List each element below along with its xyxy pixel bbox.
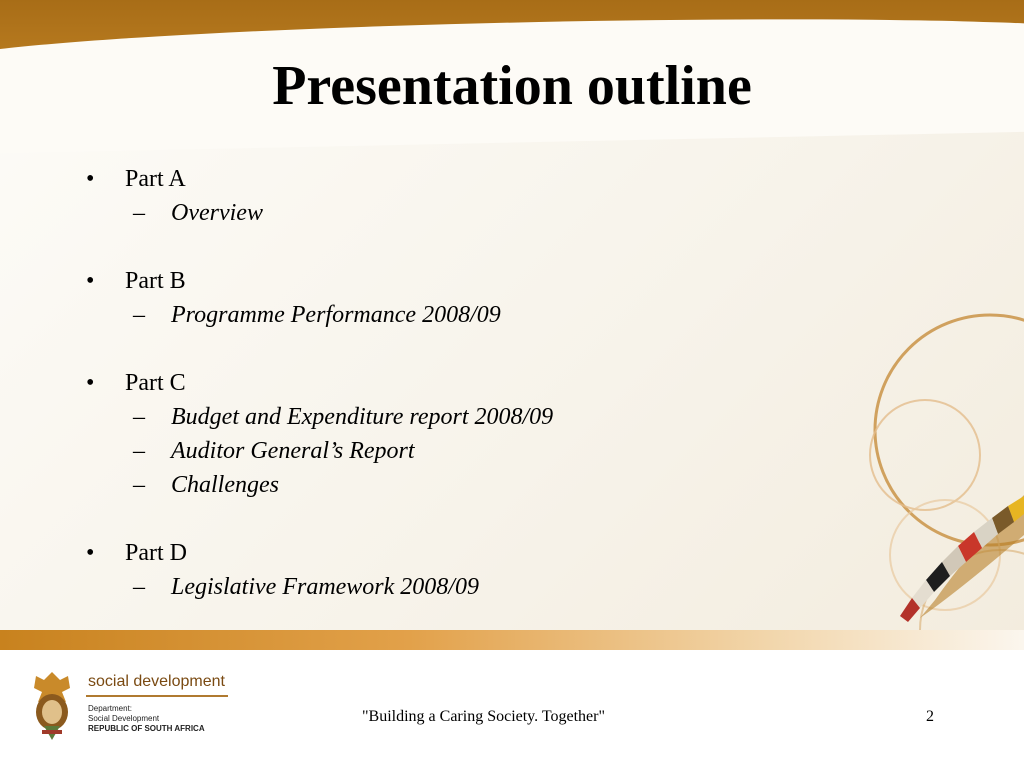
outline-subitem	[86, 298, 786, 332]
footer-slogan: "Building a Caring Society. Together"	[362, 708, 606, 725]
dash-icon: –	[133, 438, 145, 464]
subitem-text: Legislative Framework 2008/09	[171, 574, 479, 600]
bullet-icon: •	[86, 540, 95, 566]
dash-icon: –	[133, 200, 145, 226]
outline-subitem	[86, 468, 786, 502]
logo-title: social development	[88, 673, 225, 690]
outline-subitem	[86, 400, 786, 434]
subitem-text: Auditor General’s Report	[171, 438, 415, 464]
subitem-text: Overview	[171, 200, 263, 226]
slide-title: Presentation outline	[272, 55, 752, 117]
dash-icon: –	[133, 404, 145, 430]
outline-part-c	[86, 366, 786, 400]
logo-line-3: REPUBLIC OF SOUTH AFRICA	[88, 724, 205, 733]
part-label: Part D	[125, 540, 187, 566]
logo-line-2: Social Development	[88, 714, 160, 723]
outline-part-a	[86, 162, 786, 196]
outline-part-b	[86, 264, 786, 298]
part-label: Part C	[125, 370, 186, 396]
outline-subitem	[86, 570, 786, 604]
logo-divider	[86, 695, 228, 697]
dash-icon: –	[133, 472, 145, 498]
dash-icon: –	[133, 302, 145, 328]
outline-subitem	[86, 434, 786, 468]
bottom-band	[0, 630, 1024, 652]
bullet-icon: •	[86, 268, 95, 294]
outline-part-d	[86, 536, 786, 570]
logo-department-text	[88, 704, 205, 734]
subitem-text: Budget and Expenditure report 2008/09	[171, 404, 554, 430]
subitem-text: Programme Performance 2008/09	[171, 302, 501, 328]
coat-of-arms-icon	[24, 668, 80, 744]
subitem-text: Challenges	[171, 472, 279, 498]
part-label: Part B	[125, 268, 186, 294]
bullet-icon: •	[86, 370, 95, 396]
bullet-icon: •	[86, 166, 95, 192]
outline-subitem	[86, 196, 786, 230]
logo-line-1: Department:	[88, 704, 133, 713]
dash-icon: –	[133, 574, 145, 600]
part-label: Part A	[125, 166, 186, 192]
outline-list	[86, 162, 786, 604]
decorative-circles-beads	[760, 300, 1024, 660]
bead-strip-icon	[900, 496, 1024, 622]
page-number: 2	[926, 708, 934, 725]
